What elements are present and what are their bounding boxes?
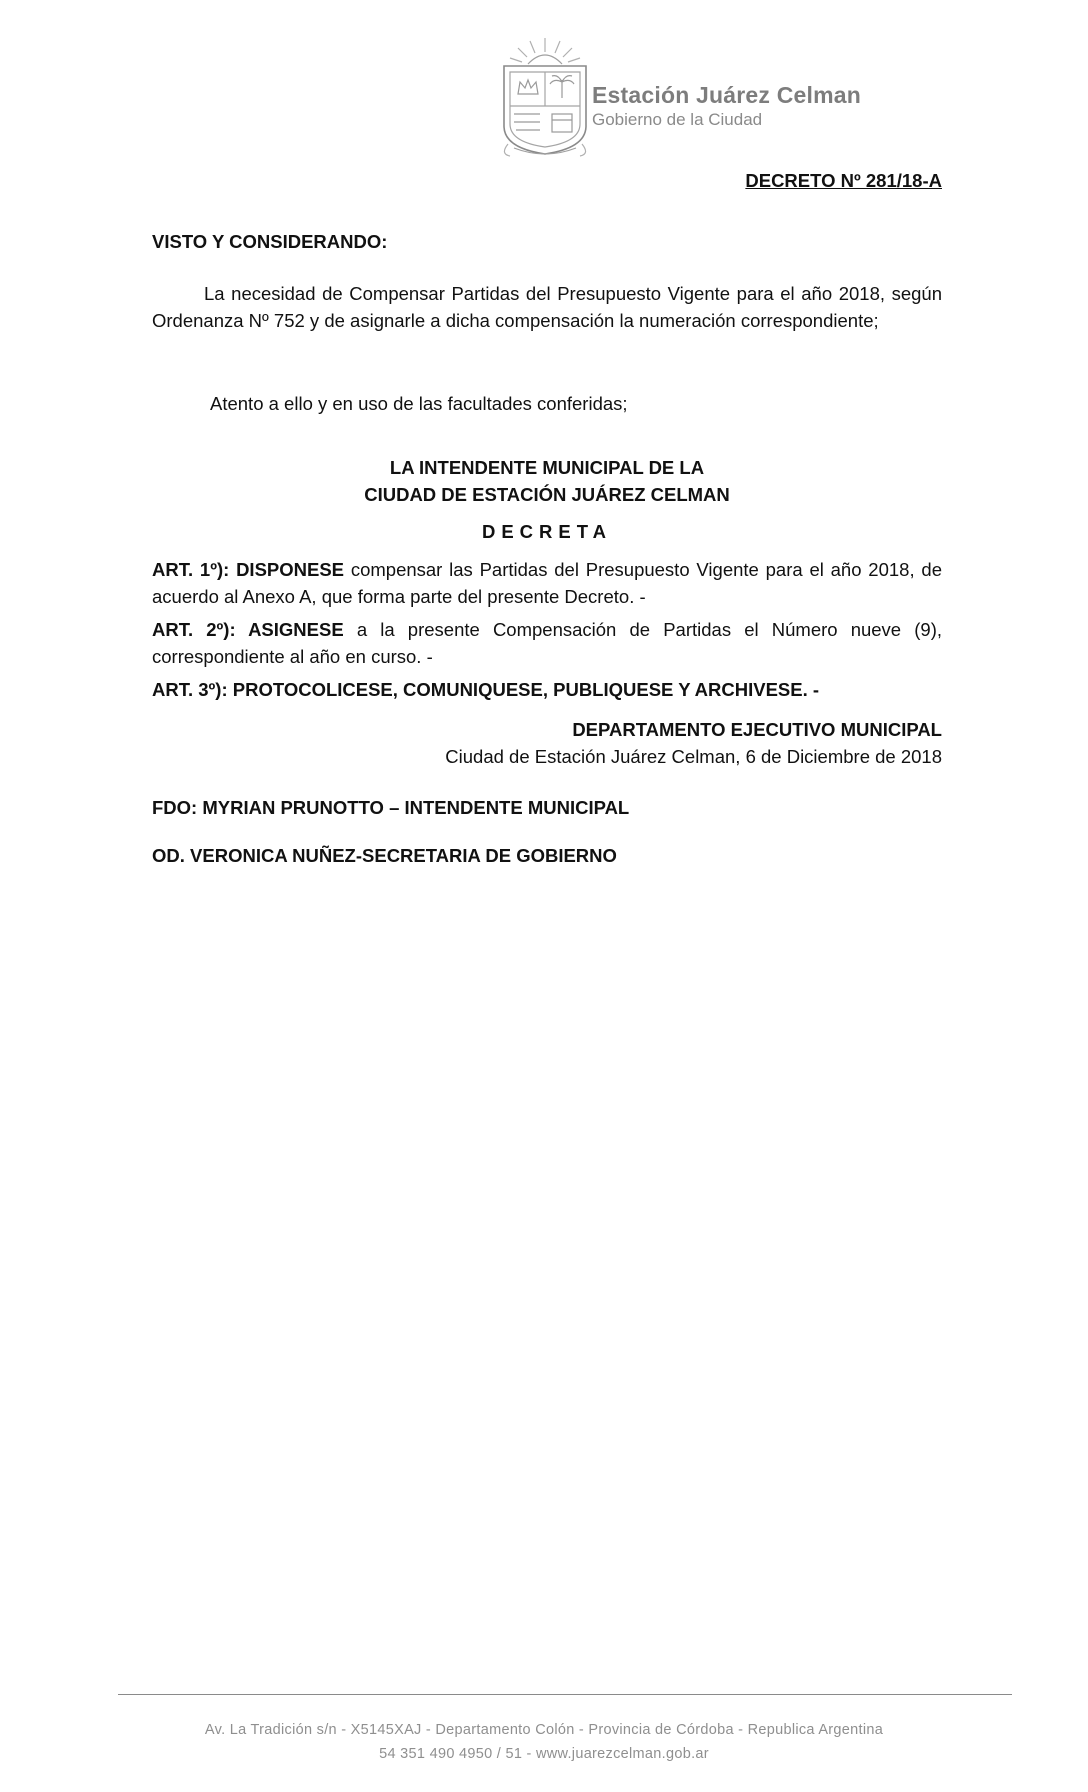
footer-divider [118, 1694, 1012, 1695]
considerando-paragraph: La necesidad de Compensar Partidas del Presupuesto Vigente para el año 2018, según Ordenanza Nº 752 y de asignarle a dicha compensación la numeración correspondiente; [152, 283, 942, 331]
department-name: DEPARTAMENTO EJECUTIVO MUNICIPAL [572, 719, 942, 740]
decree-number: DECRETO Nº 281/18-A [745, 170, 942, 191]
footer-address: Av. La Tradición s/n - X5145XAJ - Departamento Colón - Provincia de Córdoba - Republica Argentina [204, 1722, 884, 1738]
footer [0, 1718, 1088, 1766]
signature-intendente: FDO: MYRIAN PRUNOTTO – INTENDENTE MUNICIPAL [152, 797, 630, 818]
brand-title: Estación Juárez Celman [592, 82, 862, 108]
article-2-label: ART. 2º): ASIGNESE [152, 619, 344, 640]
atento-paragraph: Atento a ello y en uso de las facultades conferidas; [210, 393, 628, 414]
brand-block [592, 82, 861, 130]
department-block [445, 716, 942, 770]
footer-contact: 54 351 490 4950 / 51 - www.juarezcelman.gob.ar [379, 1746, 709, 1762]
brand-subtitle: Gobierno de la Ciudad [592, 110, 763, 129]
visto-heading: VISTO Y CONSIDERANDO: [152, 231, 388, 252]
place-date: Ciudad de Estación Juárez Celman, 6 de Diciembre de 2018 [445, 746, 942, 767]
article-1-label: ART. 1º): DISPONESE [152, 559, 345, 580]
signature-secretaria: OD. VERONICA NUÑEZ-SECRETARIA DE GOBIERNO [152, 845, 617, 866]
decreta-heading: DECRETA [481, 521, 613, 542]
article-2 [152, 616, 942, 670]
authority-line-1: LA INTENDENTE MUNICIPAL DE LA [389, 457, 705, 478]
article-2-text: a la presente Compensación de Partidas el Número nueve (9), correspondiente al año en curso. - [152, 619, 942, 667]
authority-line-2: CIUDAD DE ESTACIÓN JUÁREZ CELMAN [364, 484, 730, 505]
article-1 [152, 556, 942, 610]
article-3: ART. 3º): PROTOCOLICESE, COMUNIQUESE, PUBLIQUESE Y ARCHIVESE. - [152, 679, 820, 700]
letterhead [490, 36, 910, 166]
authority-heading [152, 454, 942, 508]
coat-of-arms-icon [490, 36, 600, 161]
article-1-text: compensar las Partidas del Presupuesto Vigente para el año 2018, de acuerdo al Anexo A, que forma parte del presente Decreto. - [152, 559, 942, 607]
